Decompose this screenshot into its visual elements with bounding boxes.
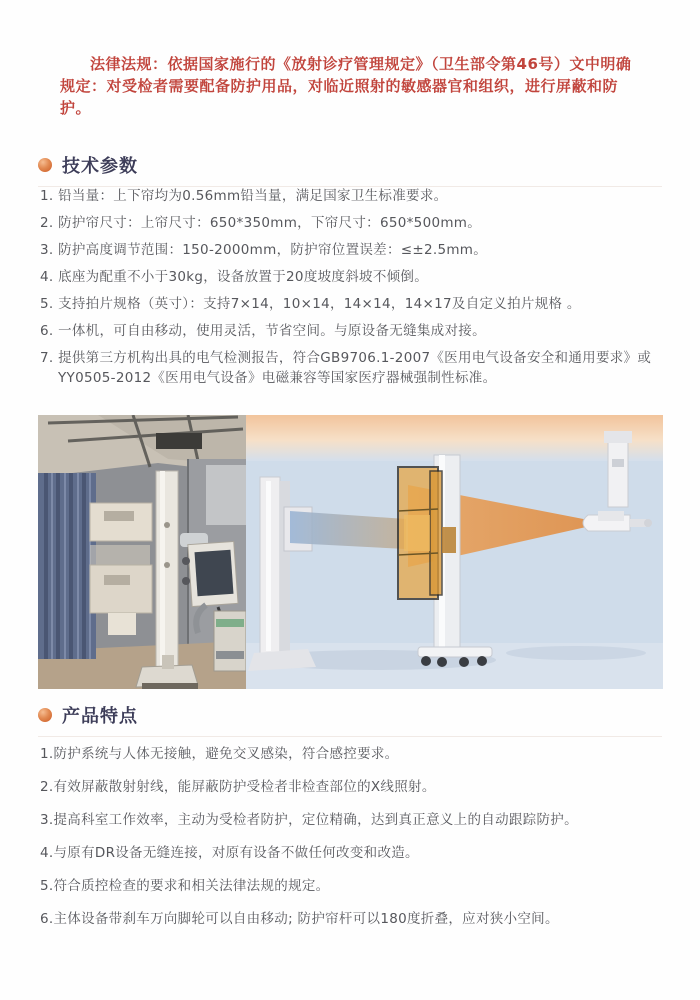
section-bullet-icon — [38, 708, 52, 722]
tech-parameter-list — [40, 186, 665, 395]
tech-item: 5. 支持拍片规格（英寸）：支持7×14，10×14，14×14，14×17及自定义拍片规格 。 — [40, 296, 581, 312]
feature-item: 6.主体设备带刹车万向脚轮可以自由移动; 防护帘杆可以180度折叠，应对狭小空间。 — [40, 911, 559, 927]
feature-item: 3.提高科室工作效率，主动为受检者防护，定位精确，达到真正意义上的自动跟踪防护。 — [40, 812, 578, 828]
protection-system-3d-render — [246, 415, 663, 689]
feature-item: 4.与原有DR设备无缝连接，对原有设备不做任何改变和改造。 — [40, 845, 419, 861]
section-bullet-icon — [38, 158, 52, 172]
tech-item: 3. 防护高度调节范围：150-2000mm，防护帘位置误差：≤±2.5mm。 — [40, 242, 488, 258]
tech-item: 2. 防护帘尺寸：上帘尺寸：650*350mm，下帘尺寸：650*500mm。 — [40, 215, 482, 231]
legal-notice-text: 法律法规：依据国家施行的《放射诊疗管理规定》（卫生部令第46号）文中明确规定：对受检者需要配备防护用品，对临近照射的敏感器官和组织，进行屏蔽和防护。 — [60, 55, 632, 117]
tech-section-header — [38, 152, 662, 187]
features-section-header — [38, 702, 662, 737]
features-section-title: 产品特点 — [62, 706, 138, 727]
feature-item: 2.有效屏蔽散射射线，能屏蔽防护受检者非检查部位的X线照射。 — [40, 779, 436, 795]
feature-item: 1.防护系统与人体无接触，避免交叉感染，符合感控要求。 — [40, 746, 399, 762]
product-images-row — [38, 415, 663, 689]
tech-item: 6. 一体机，可自由移动，使用灵活，节省空间。与原设备无缝集成对接。 — [40, 323, 486, 339]
product-feature-list — [40, 744, 670, 942]
radiology-room-photo — [38, 415, 246, 689]
tech-section-title: 技术参数 — [62, 156, 138, 177]
tech-item: 1. 铅当量：上下帘均为0.56mm铅当量，满足国家卫生标准要求。 — [40, 188, 448, 204]
tech-item: 4. 底座为配重不小于30kg，设备放置于20度坡度斜坡不倾倒。 — [40, 269, 429, 285]
tech-item: 7. 提供第三方机构出具的电气检测报告，符合GB9706.1-2007《医用电气设备安全和通用要求》或YY0505-2012《医用电气设备》电磁兼容等国家医疗器械强制性标准。 — [40, 350, 652, 386]
feature-item: 5.符合质控检查的要求和相关法律法规的规定。 — [40, 878, 330, 894]
